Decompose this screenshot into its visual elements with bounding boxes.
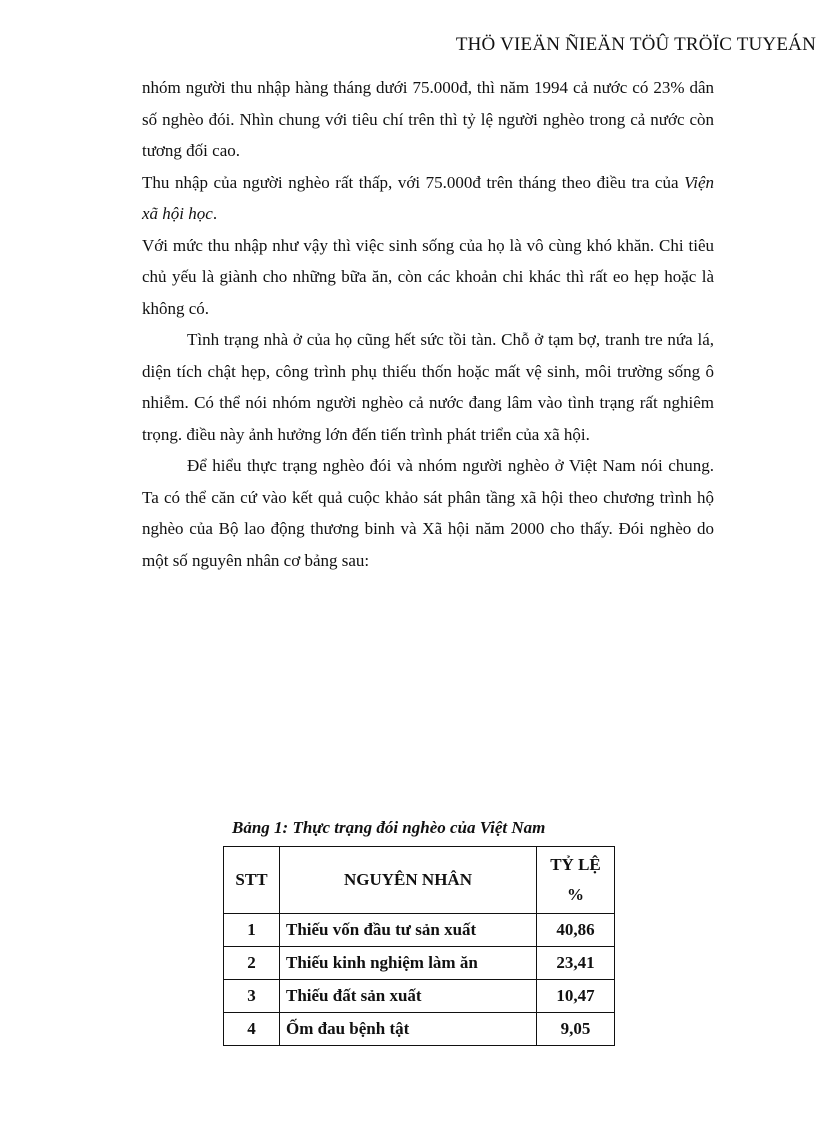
paragraph-1: nhóm người thu nhập hàng tháng dưới 75.000đ, thì năm 1994 cả nước có 23% dân số nghèo đói. Nhìn chung với tiêu chí trên thì tỷ lệ người nghèo trong cả nước còn tương đối cao. <box>142 78 714 160</box>
row-rate: 9,05 <box>537 1013 615 1046</box>
paragraph-3: Với mức thu nhập như vậy thì việc sinh sống của họ là vô cùng khó khăn. Chi tiêu chủ yếu là giành cho những bữa ăn, còn các khoản chi khác thì rất eo hẹp hoặc là không có. <box>142 235 714 318</box>
row-rate: 23,41 <box>537 947 615 980</box>
paragraph-2-text: Thu nhập của người nghèo rất thấp, với 75.000đ trên tháng theo điều tra của <box>142 172 679 192</box>
header-rate-line2: % <box>567 885 584 904</box>
row-stt: 2 <box>224 947 280 980</box>
row-cause: Thiếu đất sản xuất <box>280 980 537 1013</box>
header-rate-line1: TỶ LỆ <box>550 855 601 874</box>
paragraph-5: Để hiểu thực trạng nghèo đói và nhóm người nghèo ở Việt Nam nói chung. Ta có thể căn cứ vào kết quả cuộc khảo sát phân tầng xã hội theo chương trình hộ nghèo của Bộ lao động thương binh và Xã hội năm 2000 cho thấy. Đói nghèo do một số nguyên nhân cơ bảng sau: <box>142 456 714 570</box>
row-stt: 3 <box>224 980 280 1013</box>
header-stt: STT <box>224 847 280 914</box>
paragraph-2-end: . <box>212 204 218 223</box>
row-rate: 10,47 <box>537 980 615 1013</box>
header-rate <box>537 847 615 914</box>
row-cause: Ốm đau bệnh tật <box>280 1013 537 1046</box>
row-cause: Thiếu kinh nghiệm làm ăn <box>280 947 537 980</box>
header-cause: NGUYÊN NHÂN <box>280 847 537 914</box>
table-header-row <box>224 847 615 914</box>
table-caption: Bảng 1: Thực trạng đói nghèo của Việt Nam <box>232 818 546 837</box>
paragraph-2 <box>142 167 714 230</box>
table-row <box>224 1013 615 1046</box>
page-header: THÖ VIEÄN ÑIEÄN TÖÛ TRÖÏC TUYEÁN <box>455 34 816 55</box>
poverty-causes-table <box>223 846 615 1046</box>
table-row <box>224 947 615 980</box>
row-rate: 40,86 <box>537 914 615 947</box>
row-stt: 1 <box>224 914 280 947</box>
document-body <box>142 72 714 576</box>
table-row <box>224 914 615 947</box>
institute-name: Viện xã hội học <box>142 172 714 223</box>
paragraph-4: Tình trạng nhà ở của họ cũng hết sức tồi tàn. Chỗ ở tạm bợ, tranh tre nứa lá, diện tích chật hẹp, công trình phụ thiếu thốn hoặc mất vệ sinh, môi trường sống ô nhiễm. Có thể nói nhóm người nghèo cả nước đang lâm vào tình trạng rất nghiêm trọng. điều này ảnh hưởng lớn đến tiến trình phát triển của xã hội. <box>142 330 714 444</box>
row-cause: Thiếu vốn đầu tư sản xuất <box>280 914 537 947</box>
row-stt: 4 <box>224 1013 280 1046</box>
table-row <box>224 980 615 1013</box>
